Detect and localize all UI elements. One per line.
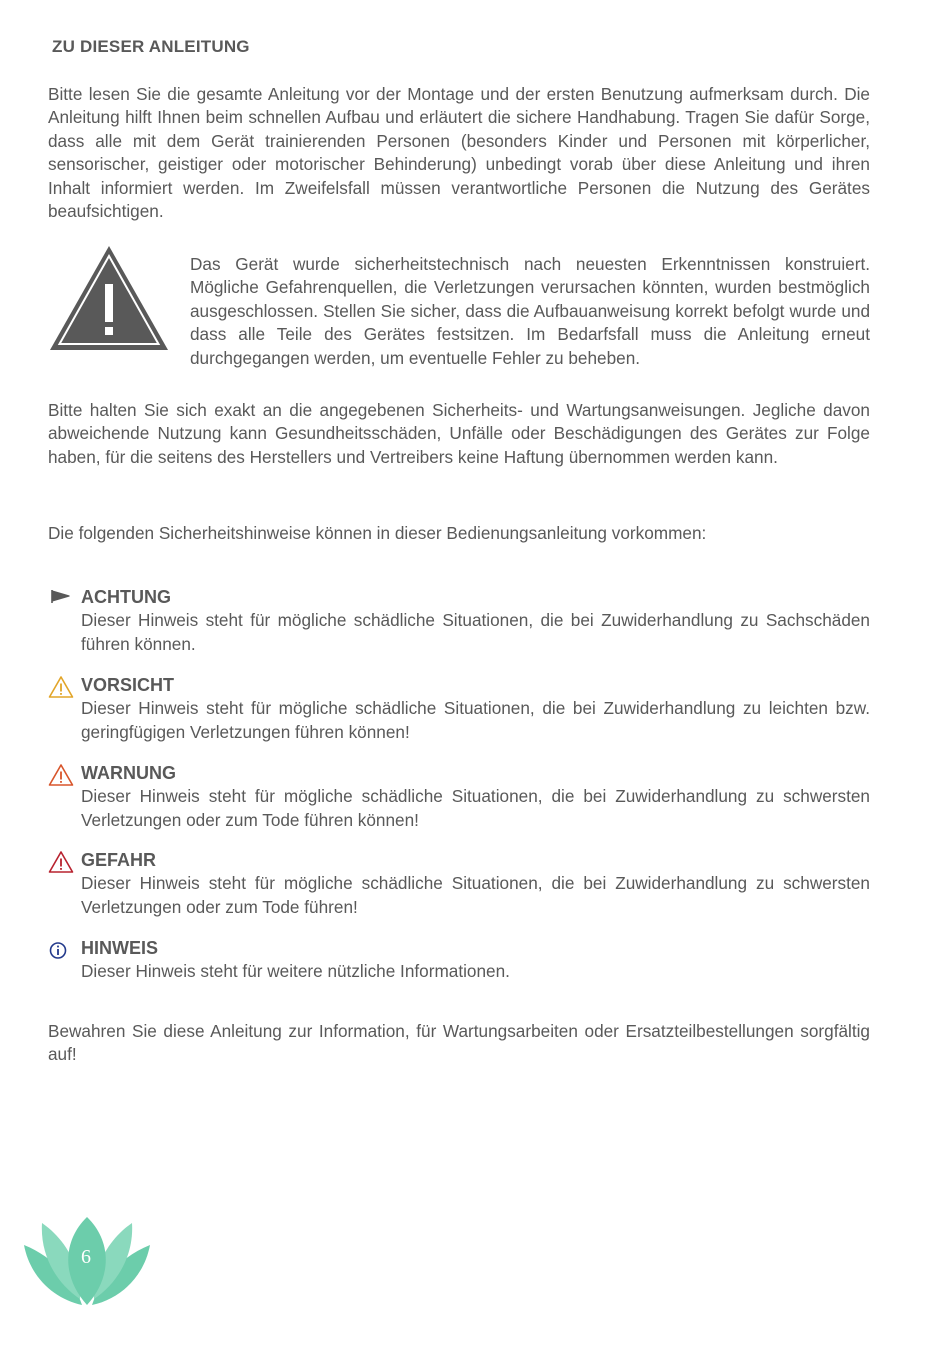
intro-paragraph: Bitte lesen Sie die gesamte Anleitung vor der Montage und der ersten Benutzung aufmerksam durch. Die Anleitung hilft Ihnen beim schnellen Aufbau und erläutert die sichere Handhabung. Tragen Sie dafür Sorge, dass alle mit dem Gerät trainierenden Personen (besonders Kinder und Personen mit körperlicher, sensorischer, geistiger oder motorischer Behinderung) unbedingt vorab über diese Anleitung und ihren Inhalt informiert werden. Im Zweifelsfall müssen verantwortliche Personen die Nutzung des Gerätes beaufsichtigen.	[48, 84, 870, 222]
notice-description: Dieser Hinweis steht für weitere nützliche Informationen.	[81, 961, 510, 981]
notice-title: WARNUNG	[81, 763, 176, 783]
general-warning-text: Das Gerät wurde sicherheitstechnisch nach neuesten Erkenntnissen konstruiert. Mögliche Gefahrenquellen, die Verletzungen verursachen könnten, wurden bestmöglich ausgeschlossen. Stellen Sie sicher, dass die Aufbauanweisung korrekt befolgt wurde und dass alle Teile des Gerätes festsitzen. Im Bedarfsfall muss die Anleitung erneut durchgegangen werden, um eventuelle Fehler zu beheben.	[190, 254, 870, 368]
notice-types-intro: Die folgenden Sicherheitshinweise können in dieser Bedienungsanleitung vorkommen:	[48, 523, 707, 543]
notice-title: ACHTUNG	[81, 587, 171, 607]
notice-description: Dieser Hinweis steht für mögliche schädliche Situationen, die bei Zuwiderhandlung zu Sachschäden führen können.	[81, 610, 870, 654]
caution-triangle-icon	[48, 675, 74, 699]
closing-paragraph: Bewahren Sie diese Anleitung zur Information, für Wartungsarbeiten oder Ersatzteilbestellungen sorgfältig auf!	[48, 1021, 870, 1065]
notice-title: HINWEIS	[81, 938, 159, 958]
notice-description: Dieser Hinweis steht für mögliche schädliche Situationen, die bei Zuwiderhandlung zu schwersten Verletzungen oder zum Tode führen!	[81, 873, 870, 917]
warning-triangle-icon	[48, 763, 74, 787]
notice-description: Dieser Hinweis steht für mögliche schädliche Situationen, die bei Zuwiderhandlung zu schwersten Verletzungen oder zum Tode führen können!	[81, 786, 870, 830]
warning-triangle-icon	[48, 244, 170, 352]
notice-title: GEFAHR	[81, 850, 157, 870]
safety-paragraph: Bitte halten Sie sich exakt an die angegebenen Sicherheits- und Wartungsanweisungen. Jegliche davon abweichende Nutzung kann Gesundheitsschäden, Unfälle oder Beschädigungen des Gerätes zur Folge haben, für die seitens des Herstellers und Vertreibers keine Haftung übernommen werden kann.	[48, 400, 870, 467]
section-heading: ZU DIESER ANLEITUNG	[52, 37, 250, 56]
notice-description: Dieser Hinweis steht für mögliche schädliche Situationen, die bei Zuwiderhandlung zu leichten bzw. geringfügigen Verletzungen führen können!	[81, 698, 870, 742]
danger-triangle-icon	[48, 850, 74, 874]
general-warning-block	[48, 244, 870, 374]
notice-title: VORSICHT	[81, 675, 175, 695]
info-icon	[48, 938, 74, 962]
page-number: 6	[81, 1246, 91, 1268]
flag-icon	[48, 587, 74, 611]
